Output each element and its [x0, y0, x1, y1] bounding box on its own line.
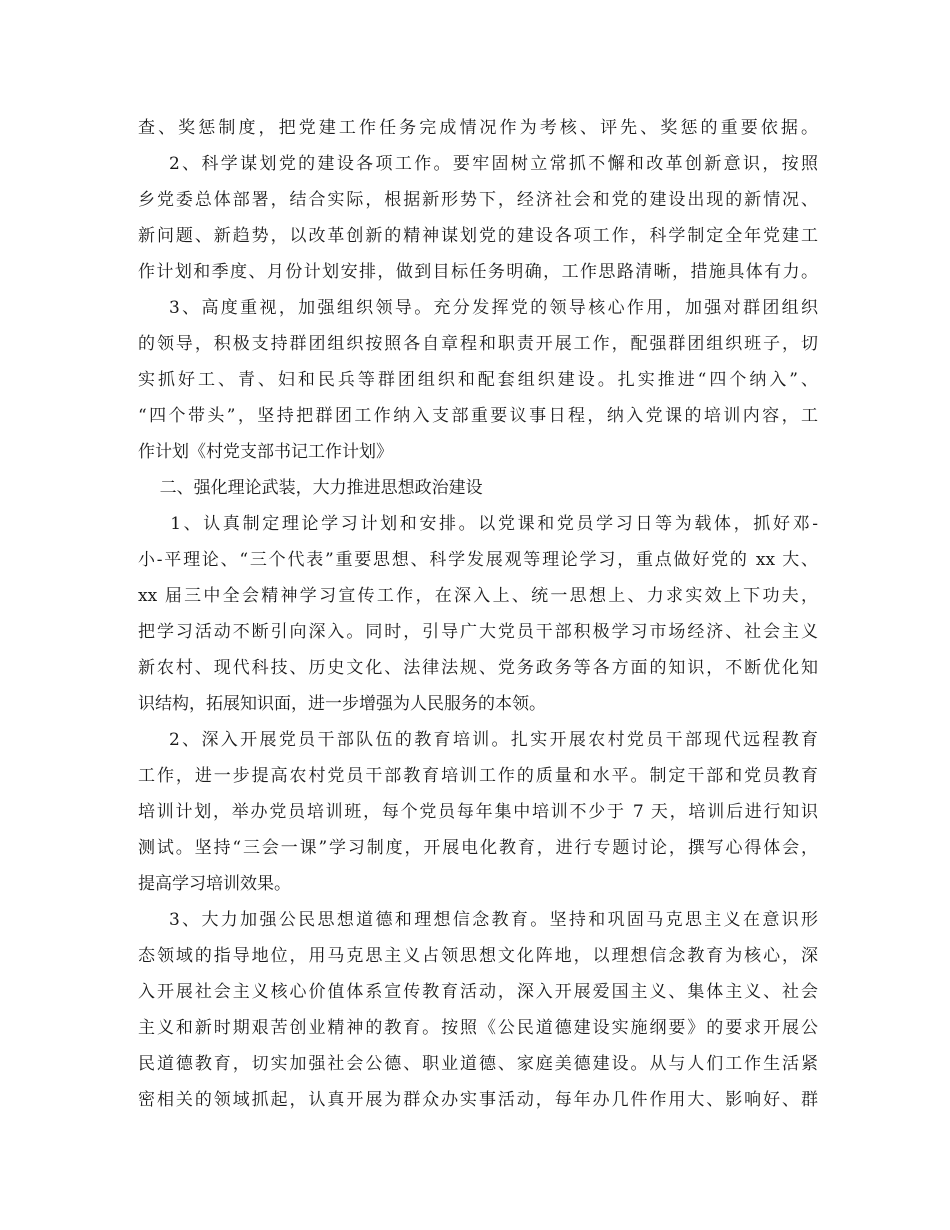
text-line: 密相关的领域抓起，认真开展为群众办实事活动，每年办几件作用大、影响好、群	[138, 1090, 818, 1110]
text-line: 新问题、新趋势，以改革创新的精神谋划党的建设各项工作，科学制定全年党建工	[138, 226, 818, 246]
text-line: 作计划和季度、月份计划安排，做到目标任务明确，工作思路清晰，措施具体有力。	[138, 262, 818, 282]
text-line: 3、高度重视，加强组织领导。充分发挥党的领导核心作用，加强对群团组织	[138, 298, 818, 318]
text-line: 把学习活动不断引向深入。同时，引导广大党员干部积极学习市场经济、社会主义	[138, 622, 818, 642]
text-line: 提高学习培训效果。	[138, 874, 291, 894]
text-line: 测试。坚持“三会一课”学习制度，开展电化教育，进行专题讨论，撰写心得体会，	[138, 838, 818, 858]
text-line: 新农村、现代科技、历史文化、法律法规、党务政务等各方面的知识，不断优化知	[138, 658, 818, 678]
text-line: 入开展社会主义核心价值体系宣传教育活动，深入开展爱国主义、集体主义、社会	[138, 982, 818, 1002]
text-line: 主义和新时期艰苦创业精神的教育。按照《公民道德建设实施纲要》的要求开展公	[138, 1018, 818, 1038]
text-line: 1、认真制定理论学习计划和安排。以党课和党员学习日等为载体，抓好邓-	[138, 514, 818, 534]
text-line: 培训计划，举办党员培训班，每个党员每年集中培训不少于 7 天，培训后进行知识	[138, 802, 818, 822]
text-line: “四个带头”，坚持把群团工作纳入支部重要议事日程，纳入党课的培训内容，工	[138, 406, 818, 426]
text-line: 乡党委总体部署，结合实际，根据新形势下，经济社会和党的建设出现的新情况、	[138, 190, 818, 210]
text-line: 工作，进一步提高农村党员干部教育培训工作的质量和水平。制定干部和党员教育	[138, 766, 818, 786]
section-heading: 二、强化理论武装，大力推进思想政治建设	[138, 478, 483, 498]
text-line: 民道德教育，切实加强社会公德、职业道德、家庭美德建设。从与人们工作生活紧	[138, 1054, 818, 1074]
text-line: 的领导，积极支持群团组织按照各自章程和职责开展工作，配强群团组织班子，切	[138, 334, 818, 354]
text-line: 2、科学谋划党的建设各项工作。要牢固树立常抓不懈和改革创新意识，按照	[138, 154, 818, 174]
text-line: 3、大力加强公民思想道德和理想信念教育。坚持和巩固马克思主义在意识形	[138, 910, 818, 930]
text-line: xx 届三中全会精神学习宣传工作，在深入上、统一思想上、力求实效上下功夫，	[138, 586, 818, 606]
text-line: 识结构，拓展知识面，进一步增强为人民服务的本领。	[138, 694, 546, 714]
text-line: 态领域的指导地位，用马克思主义占领思想文化阵地，以理想信念教育为核心，深	[138, 946, 818, 966]
text-line: 作计划《村党支部书记工作计划》	[138, 442, 393, 462]
text-line: 查、奖惩制度，把党建工作任务完成情况作为考核、评先、奖惩的重要依据。	[138, 118, 818, 138]
text-line: 小-平理论、“三个代表”重要思想、科学发展观等理论学习，重点做好党的 xx 大、	[138, 550, 818, 570]
text-line: 实抓好工、青、妇和民兵等群团组织和配套组织建设。扎实推进“四个纳入”、	[138, 370, 818, 390]
text-line: 2、深入开展党员干部队伍的教育培训。扎实开展农村党员干部现代远程教育	[138, 730, 818, 750]
